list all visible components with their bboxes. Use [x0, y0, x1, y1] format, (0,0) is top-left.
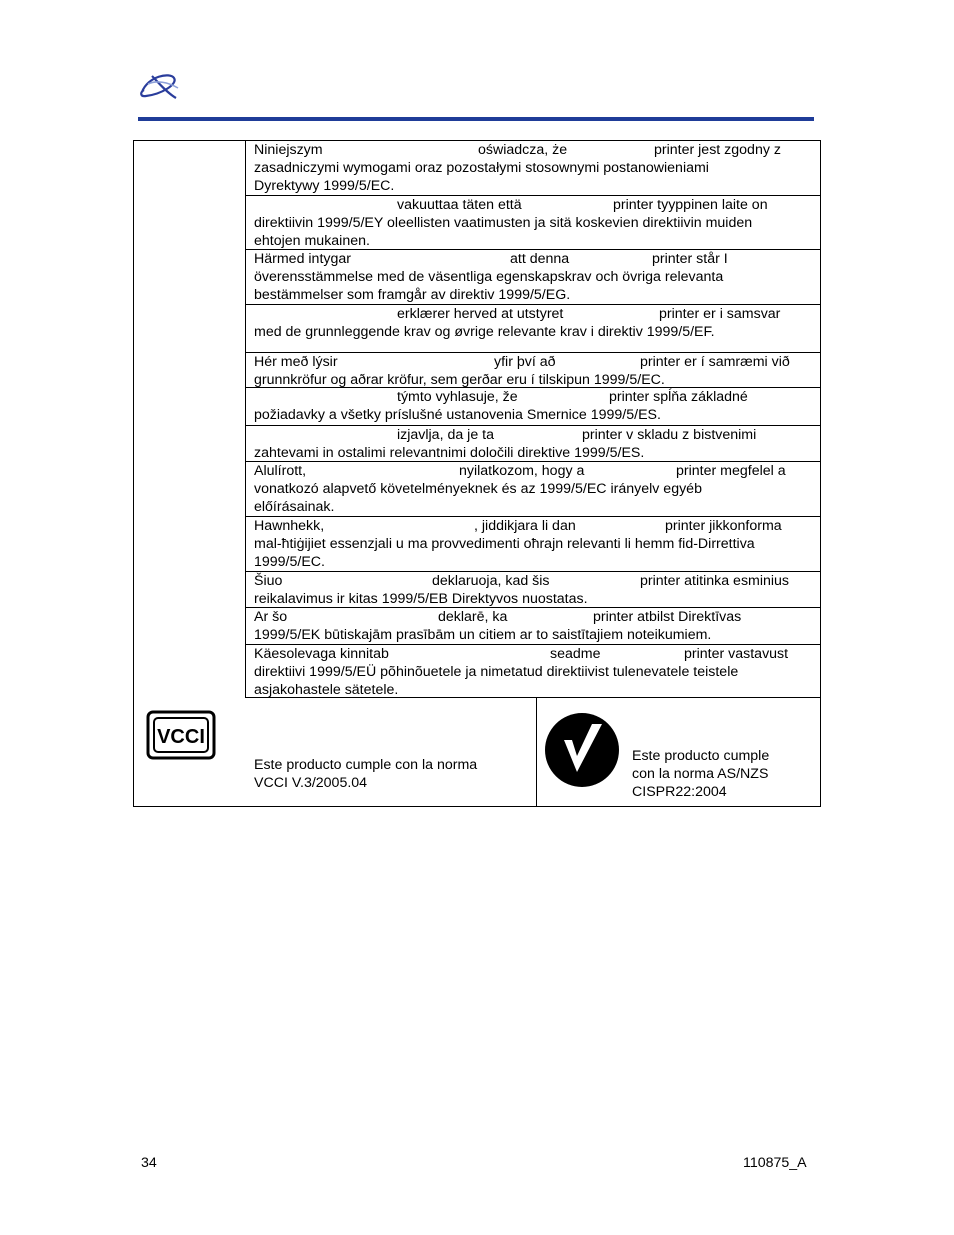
declaration-line: [254, 286, 820, 304]
declaration-line: [254, 608, 820, 626]
declaration-text: printer v skladu z bistvenimi: [582, 427, 757, 443]
declaration-row: [246, 517, 820, 572]
declaration-line: [254, 681, 820, 699]
declaration-text: yfir því að: [494, 354, 556, 370]
certification-row: [134, 698, 820, 806]
declaration-text: printer atbilst Direktīvas: [593, 609, 742, 625]
declaration-line: [254, 371, 820, 389]
declaration-line: [254, 388, 820, 406]
declaration-text: požiadavky a všetky príslušné ustanovenia Smernice 1999/5/ES.: [254, 407, 661, 423]
declaration-text: , jiddikjara li dan: [474, 518, 576, 534]
declaration-line: [254, 250, 820, 268]
declaration-text: seadme: [550, 646, 601, 662]
declaration-line: [254, 553, 820, 571]
declaration-text: vakuuttaa täten että: [397, 197, 522, 213]
declaration-line: [254, 214, 820, 232]
declaration-text: Hér með lýsir: [254, 354, 338, 370]
declaration-text: överensstämmelse med de väsentliga egenskapskrav och övriga relevanta: [254, 269, 724, 285]
vcci-compliance-text: [254, 756, 477, 792]
declaration-text: direktiivin 1999/5/EY oleellisten vaatimusten ja sitä koskevien direktiivin muiden: [254, 215, 753, 231]
declaration-text: mal-ħtiġijiet essenzjali u ma provvedimenti oħrajn relevanti li hemm fid-Dirrettiva: [254, 536, 755, 552]
declaration-line: [254, 323, 820, 341]
declaration-line: [254, 232, 820, 250]
declaration-row: [246, 196, 820, 250]
declaration-text: reikalavimus ir kitas 1999/5/EB Direktyvos nuostatas.: [254, 591, 588, 607]
declaration-text: 1999/5/EC.: [254, 554, 325, 570]
ctick-line-2: con la norma AS/NZS: [632, 766, 769, 782]
declaration-text: asjakohastele sätetele.: [254, 682, 399, 698]
declaration-text: att denna: [510, 251, 570, 267]
vcci-line-2: VCCI V.3/2005.04: [254, 775, 368, 791]
declaration-line: [254, 645, 820, 663]
declaration-row: [246, 388, 820, 426]
declaration-text: Härmed intygar: [254, 251, 351, 267]
declaration-text: zasadniczymi wymogami oraz pozostałymi stosownymi postanowieniami: [254, 160, 709, 176]
ctick-line-1: Este producto cumple: [632, 748, 770, 764]
declaration-text: Dyrektywy 1999/5/EC.: [254, 178, 395, 194]
page-number: 34: [141, 1155, 157, 1171]
declaration-text: Alulírott,: [254, 463, 307, 479]
declaration-line: [254, 590, 820, 608]
declaration-text: Ar šo: [254, 609, 288, 625]
declaration-text: printer er i samsvar: [659, 306, 781, 322]
declaration-text: oświadcza, że: [478, 142, 568, 158]
declaration-row: [246, 462, 820, 517]
declaration-line: [254, 196, 820, 214]
declaration-text: printer står I: [652, 251, 728, 267]
declaration-text: ehtojen mukainen.: [254, 233, 370, 249]
declaration-line: [254, 406, 820, 424]
declaration-text: printer jest zgodny z: [654, 142, 781, 158]
declaration-row: [246, 353, 820, 388]
declaration-line: [254, 353, 820, 371]
declaration-line: [254, 462, 820, 480]
declaration-line: [254, 141, 820, 159]
declaration-line: [254, 177, 820, 195]
declaration-line: [254, 572, 820, 590]
declaration-text: printer vastavust: [684, 646, 789, 662]
header-rule: [138, 117, 814, 121]
declaration-text: deklaruoja, kad šis: [432, 573, 550, 589]
declaration-text: erklærer herved at utstyret: [397, 306, 564, 322]
declaration-table: [133, 140, 821, 807]
declaration-text: 1999/5/EK būtiskajām prasībām un citiem ar to saistītajiem noteikumiem.: [254, 627, 712, 643]
declaration-text: Niniejszym: [254, 142, 323, 158]
declaration-text: deklarē, ka: [438, 609, 508, 625]
vcci-line-1: Este producto cumple con la norma: [254, 757, 478, 773]
declaration-line: [254, 159, 820, 177]
declaration-row: [246, 305, 820, 353]
declaration-text: Hawnhekk,: [254, 518, 325, 534]
declaration-line: [254, 498, 820, 516]
declaration-text: printer er í samræmi við: [640, 354, 790, 370]
declaration-line: [254, 305, 820, 323]
declaration-text: týmto vyhlasuje, že: [397, 389, 518, 405]
declaration-text: bestämmelser som framgår av direktiv 1999/5/EG.: [254, 287, 571, 303]
declaration-line: [254, 444, 820, 462]
declaration-text: nyilatkozom, hogy a: [459, 463, 585, 479]
ctick-compliance-text: [632, 747, 769, 801]
declaration-line: [254, 517, 820, 535]
declaration-line: [254, 268, 820, 286]
ctick-line-3: CISPR22:2004: [632, 784, 727, 800]
declaration-text: printer jikkonforma: [665, 518, 782, 534]
declaration-row: [246, 572, 820, 608]
declaration-row: [246, 250, 820, 305]
declaration-text: printer megfelel a: [676, 463, 786, 479]
declaration-text: zahtevami in ostalimi relevantnimi določili direktive 1999/5/ES.: [254, 445, 645, 461]
vcci-logo-text: VCCI: [157, 726, 205, 748]
declaration-text: Käesolevaga kinnitab: [254, 646, 389, 662]
c-tick-logo-icon: [544, 710, 622, 790]
vcci-logo-icon: [146, 710, 216, 760]
declaration-line: [254, 626, 820, 644]
document-number: 110875_A: [743, 1155, 807, 1171]
declaration-text: printer tyyppinen laite on: [613, 197, 768, 213]
declaration-text: printer atitinka esminius: [640, 573, 790, 589]
declaration-line: [254, 426, 820, 444]
declaration-line: [254, 480, 820, 498]
certification-divider: [536, 698, 537, 806]
declaration-row: [246, 645, 820, 698]
declaration-text: izjavlja, da je ta: [397, 427, 494, 443]
declaration-text: direktiivi 1999/5/EÜ põhinõuetele ja nimetatud direktiivist tulenevatele teistele: [254, 664, 739, 680]
declaration-text: grunnkröfur og aðrar kröfur, sem gerðar eru í tilskipun 1999/5/EC.: [254, 372, 665, 388]
declaration-text: vonatkozó alapvető követelményeknek és az 1999/5/EC irányelv egyéb: [254, 481, 702, 497]
declaration-line: [254, 663, 820, 681]
declaration-line: [254, 535, 820, 553]
declaration-text: előírásainak.: [254, 499, 335, 515]
declaration-text: med de grunnleggende krav og øvrige relevante krav i direktiv 1999/5/EF.: [254, 324, 715, 340]
declaration-text: printer spĺňa základné: [609, 389, 748, 405]
declaration-row: [246, 141, 820, 196]
company-logo-icon: [138, 70, 182, 102]
declaration-row: [246, 426, 820, 462]
declaration-row: [246, 608, 820, 645]
declaration-text: Šiuo: [254, 573, 283, 589]
